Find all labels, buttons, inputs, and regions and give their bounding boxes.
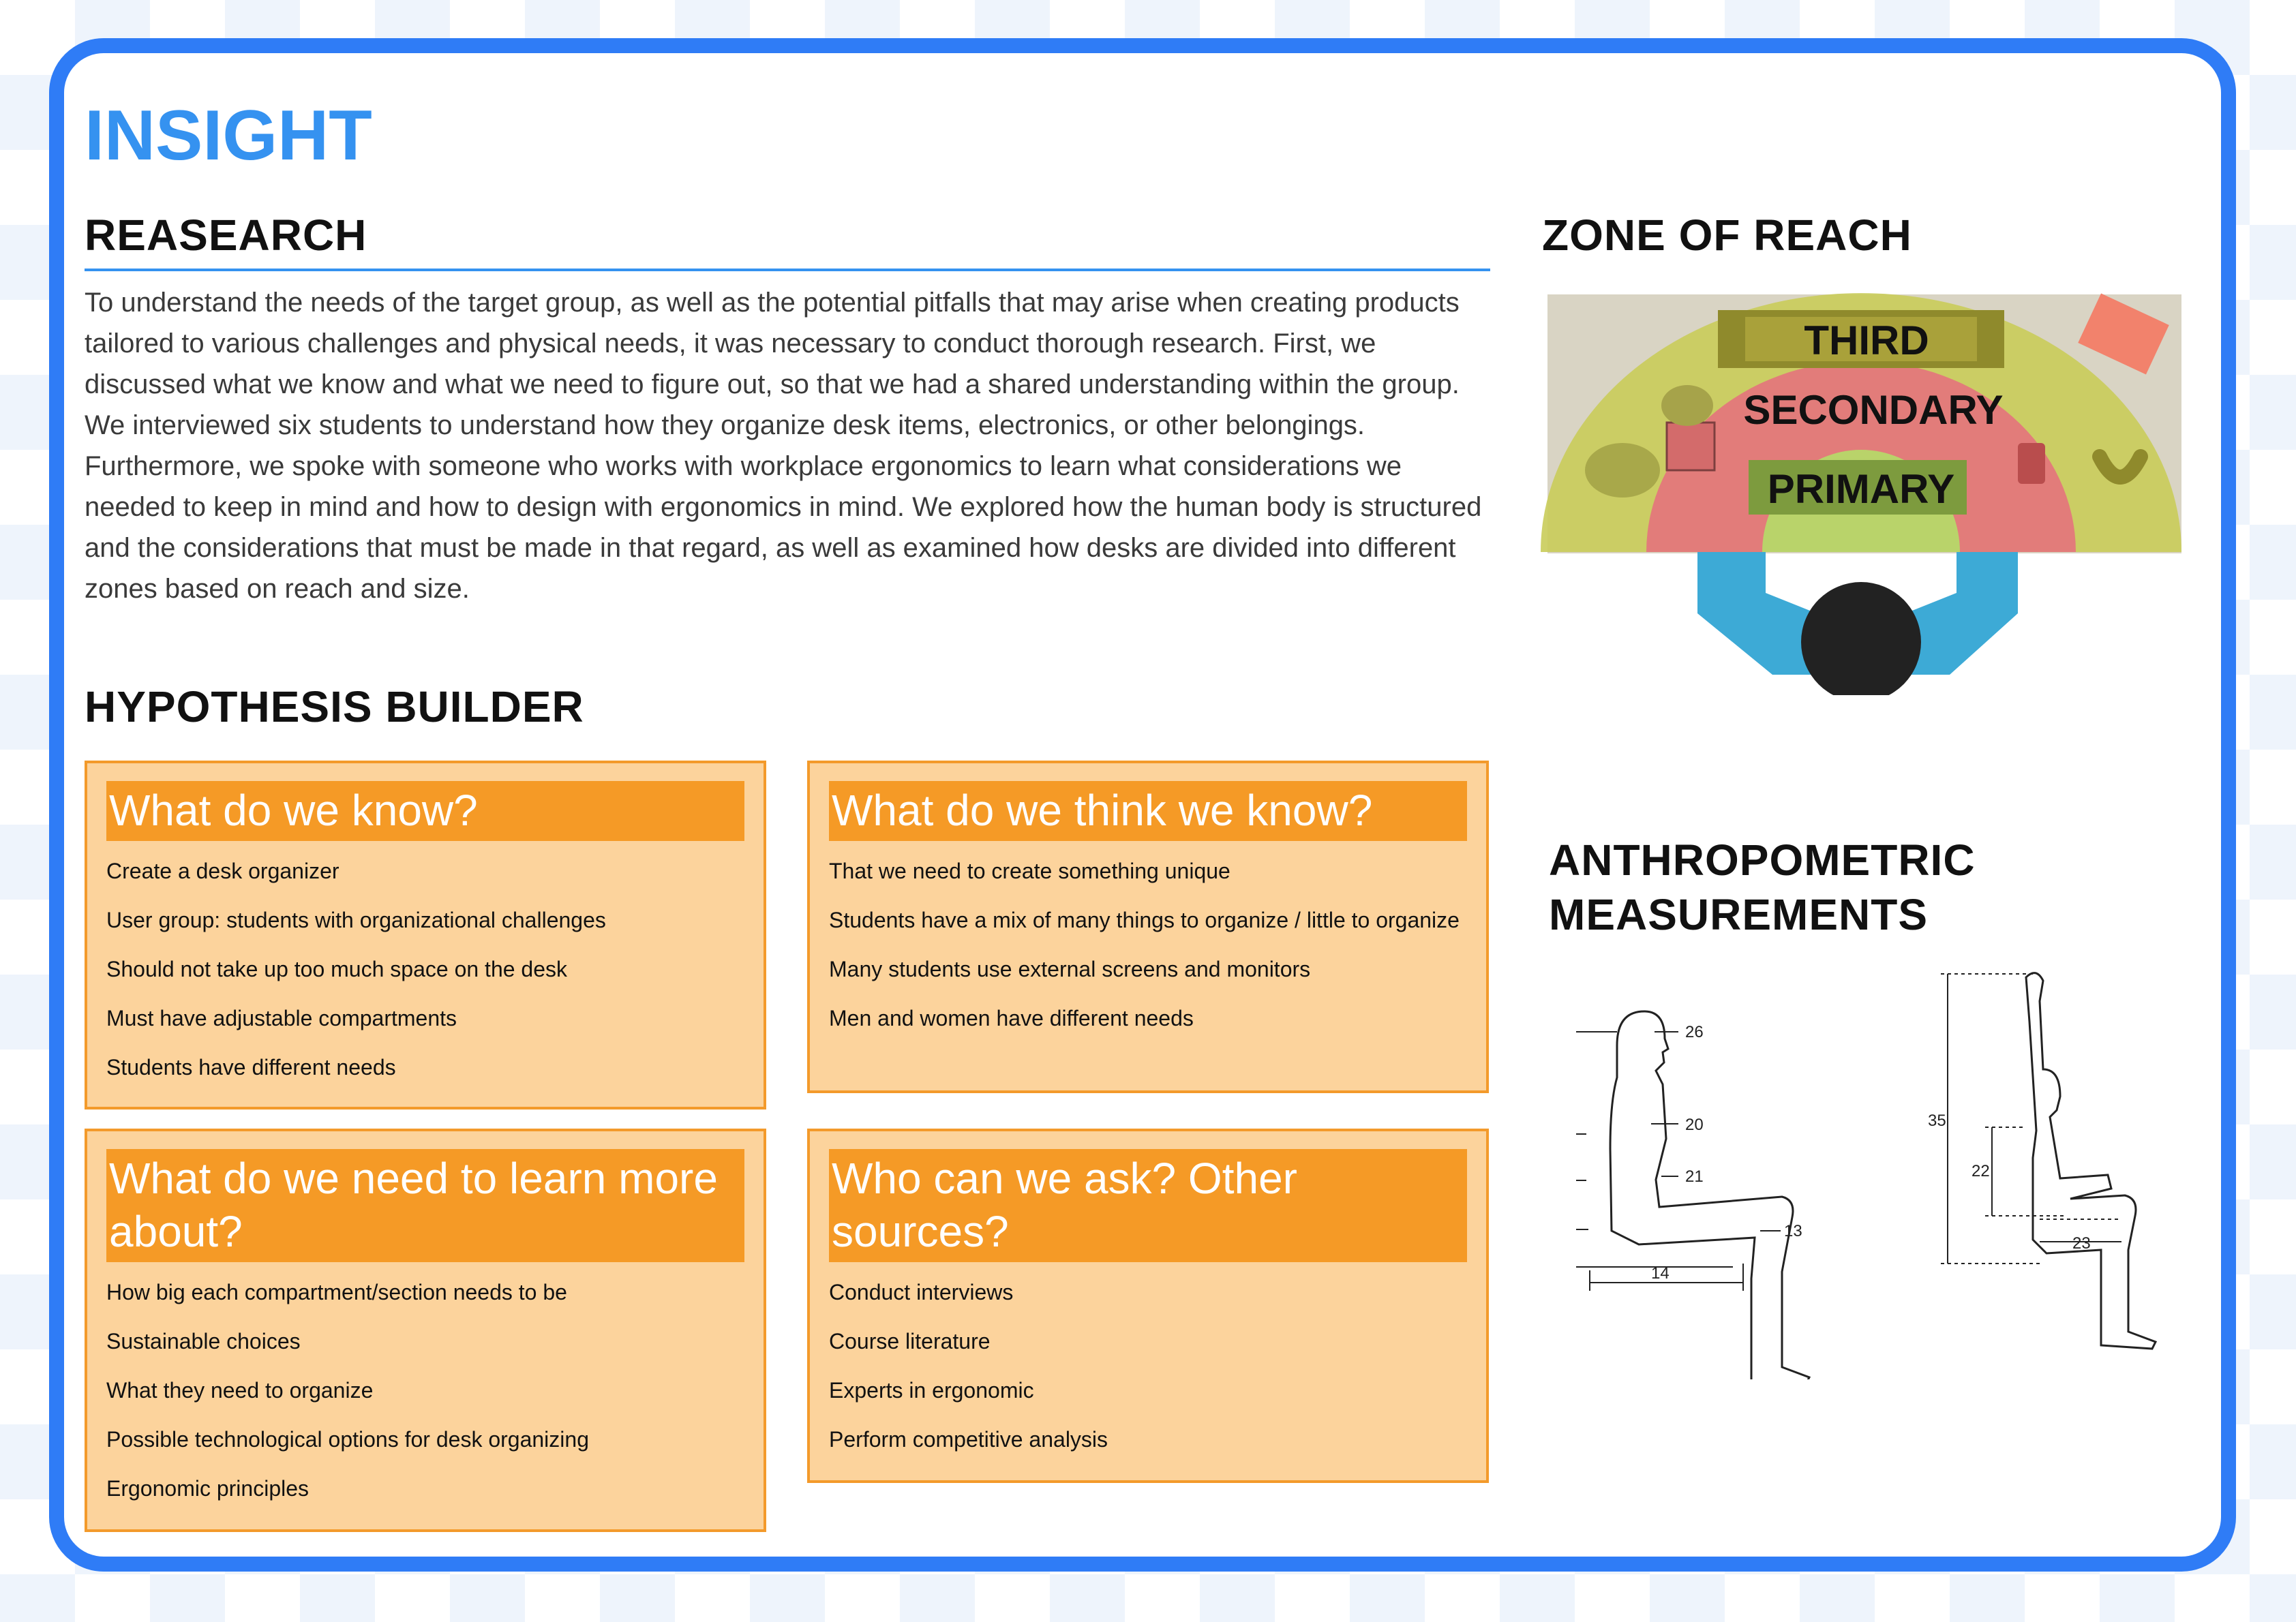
list-item: Must have adjustable compartments bbox=[106, 1006, 457, 1030]
learn-box-title: What do we need to learn more about? bbox=[106, 1149, 744, 1262]
list-item: Experts in ergonomic bbox=[829, 1378, 1034, 1403]
list-item: That we need to create something unique bbox=[829, 859, 1230, 883]
know-box bbox=[85, 761, 766, 1110]
learn-list bbox=[106, 1276, 744, 1505]
list-item: Perform competitive analysis bbox=[829, 1427, 1108, 1452]
anthro-heading-line2: MEASUREMENTS bbox=[1549, 890, 1929, 939]
anthro-heading bbox=[1549, 833, 1976, 942]
third-label: THIRD bbox=[1804, 318, 1929, 363]
calendar-icon bbox=[1667, 423, 1715, 470]
think-list bbox=[829, 855, 1467, 1035]
list-item: Sustainable choices bbox=[106, 1329, 301, 1353]
list-item: Conduct interviews bbox=[829, 1280, 1014, 1304]
think-box bbox=[807, 761, 1489, 1093]
zone-heading: ZONE OF REACH bbox=[1542, 211, 1912, 260]
ask-list bbox=[829, 1276, 1467, 1456]
learn-box bbox=[85, 1129, 766, 1532]
primary-label: PRIMARY bbox=[1767, 466, 1955, 512]
ask-box-title: Who can we ask? Other sources? bbox=[829, 1149, 1467, 1262]
secondary-label: SECONDARY bbox=[1743, 387, 2004, 433]
user-head-icon bbox=[1801, 582, 1921, 695]
list-item: Create a desk organizer bbox=[106, 859, 339, 883]
list-item: Students have a mix of many things to organize / little to organize bbox=[829, 908, 1460, 932]
lamp-head-icon bbox=[1661, 385, 1713, 426]
research-heading: REASEARCH bbox=[85, 211, 367, 260]
anthro-heading-line1: ANTHROPOMETRIC bbox=[1549, 836, 1976, 885]
measure-22: 22 bbox=[1972, 1162, 1990, 1180]
list-item: What they need to organize bbox=[106, 1378, 374, 1403]
list-item: Many students use external screens and monitors bbox=[829, 957, 1311, 981]
measure-13: 13 bbox=[1784, 1222, 1802, 1240]
list-item: Possible technological options for desk organizing bbox=[106, 1427, 589, 1452]
measure-21: 21 bbox=[1685, 1167, 1704, 1186]
know-box-title: What do we know? bbox=[106, 781, 744, 841]
measure-35: 35 bbox=[1928, 1112, 1946, 1130]
list-item: Ergonomic principles bbox=[106, 1476, 309, 1501]
hypothesis-heading: HYPOTHESIS BUILDER bbox=[85, 682, 584, 731]
know-list bbox=[106, 855, 744, 1084]
measure-14: 14 bbox=[1651, 1264, 1670, 1283]
zone-of-reach-diagram bbox=[1541, 286, 2188, 695]
list-item: Students have different needs bbox=[106, 1055, 396, 1080]
page-title: INSIGHT bbox=[85, 96, 372, 175]
list-item: How big each compartment/section needs to be bbox=[106, 1280, 567, 1304]
lamp-base-icon bbox=[1585, 443, 1660, 498]
think-box-title: What do we think we know? bbox=[829, 781, 1467, 841]
measure-23: 23 bbox=[2072, 1234, 2091, 1253]
list-item: Should not take up too much space on the desk bbox=[106, 957, 568, 981]
measure-26: 26 bbox=[1685, 1023, 1704, 1041]
ask-box bbox=[807, 1129, 1489, 1483]
list-item: Men and women have different needs bbox=[829, 1006, 1194, 1030]
list-item: User group: students with organizational challenges bbox=[106, 908, 606, 932]
measure-20: 20 bbox=[1685, 1116, 1704, 1134]
research-paragraph: To understand the needs of the target group, as well as the potential pitfalls that may arise when creating products tailored to various challenges and physical needs, it was necessary to conduct thorough research. First, we discussed what we know and what we need to figure out, so that we had a shared understanding within the group. We interviewed six students to understand how they organize desk items, electronics, or other belongings. Furthermore, we spoke with someone who works with workplace ergonomics to learn what considerations we needed to keep in mind and how to design with ergonomics in mind. We explored how the human body is structured and the considerations that must be made in that regard, as well as examined how desks are divided into different zones based on reach and size. bbox=[85, 288, 1482, 604]
anthropometric-diagram bbox=[1549, 964, 2210, 1379]
research-divider bbox=[85, 269, 1490, 271]
list-item: Course literature bbox=[829, 1329, 991, 1353]
phone-icon bbox=[2018, 443, 2045, 484]
